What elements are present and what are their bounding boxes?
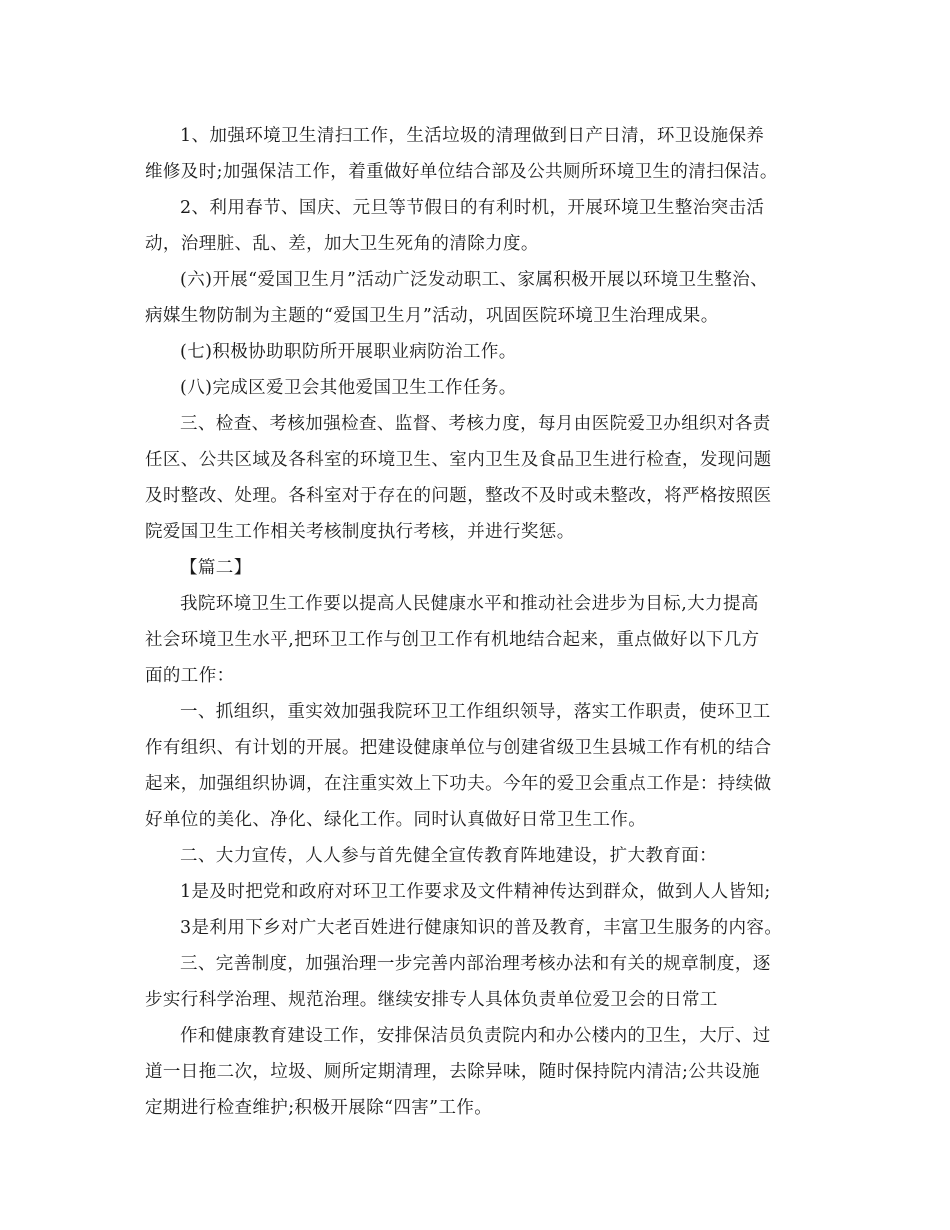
text-line: 2、利用春节、国庆、元旦等节假日的有利时机，开展环境卫生整治突击活	[180, 198, 765, 218]
text-line: 起来，加强组织协调，在注重实效上下功夫。今年的爱卫会重点工作是：持续做	[145, 774, 772, 794]
text-line: 定期进行检查维护;积极开展除“四害”工作。	[145, 1098, 493, 1118]
text-line: 及时整改、处理。各科室对于存在的问题，整改不及时或未整改，将严格按照医	[145, 486, 772, 506]
document-body	[145, 118, 815, 1126]
text-line: 【篇二】	[180, 558, 252, 578]
text-line: 任区、公共区域及各科室的环境卫生、室内卫生及食品卫生进行检查，发现问题	[145, 450, 772, 470]
text-line: 作有组织、有计划的开展。把建设健康单位与创建省级卫生县城工作有机的结合	[145, 738, 772, 758]
text-line: 好单位的美化、净化、绿化工作。同时认真做好日常卫生工作。	[145, 810, 647, 830]
text-line: 社会环境卫生水平,把环卫工作与创卫工作有机地结合起来，重点做好以下几方	[145, 630, 760, 650]
text-line: 二、大力宣传，人人参与首先健全宣传教育阵地建设，扩大教育面：	[180, 846, 717, 866]
text-line: 1是及时把党和政府对环卫工作要求及文件精神传达到群众，做到人人皆知;	[180, 882, 771, 902]
text-line: (六)开展“爱国卫生月”活动广泛发动职工、家属积极开展以环境卫生整治、	[180, 270, 769, 290]
text-line: (八)完成区爱卫会其他爱国卫生工作任务。	[180, 378, 517, 398]
text-line: 一、抓组织，重实效加强我院环卫工作组织领导，落实工作职责，使环卫工	[180, 702, 771, 722]
text-line: 3是利用下乡对广大老百姓进行健康知识的普及教育，丰富卫生服务的内容。	[180, 918, 783, 938]
text-line: (七)积极协助职防所开展职业病防治工作。	[180, 342, 517, 362]
text-line: 三、完善制度，加强治理一步完善内部治理考核办法和有关的规章制度，逐	[180, 954, 771, 974]
text-line: 道一日拖二次，垃圾、厕所定期清理，去除异味，随时保持院内清洁;公共设施	[145, 1062, 760, 1082]
text-line: 三、检查、考核加强检查、监督、考核力度，每月由医院爱卫办组织对各责	[180, 414, 771, 434]
text-line: 面的工作：	[145, 666, 235, 686]
text-line: 动，治理脏、乱、差，加大卫生死角的清除力度。	[145, 234, 539, 254]
text-line: 病媒生物防制为主题的“爱国卫生月”活动，巩固医院环境卫生治理成果。	[145, 306, 719, 326]
text-line: 1、加强环境卫生清扫工作，生活垃圾的清理做到日产日清，环卫设施保养	[180, 126, 765, 146]
text-line: 我院环境卫生工作要以提高人民健康水平和推动社会进步为目标,大力提高	[180, 594, 759, 614]
text-line: 维修及时;加强保洁工作，着重做好单位结合部及公共厕所环境卫生的清扫保洁。	[145, 162, 778, 182]
text-line: 作和健康教育建设工作，安排保洁员负责院内和办公楼内的卫生，大厅、过	[180, 1026, 771, 1046]
text-line: 步实行科学治理、规范治理。继续安排专人具体负责单位爱卫会的日常工	[145, 990, 718, 1010]
text-line: 院爱国卫生工作相关考核制度执行考核，并进行奖惩。	[145, 522, 575, 542]
